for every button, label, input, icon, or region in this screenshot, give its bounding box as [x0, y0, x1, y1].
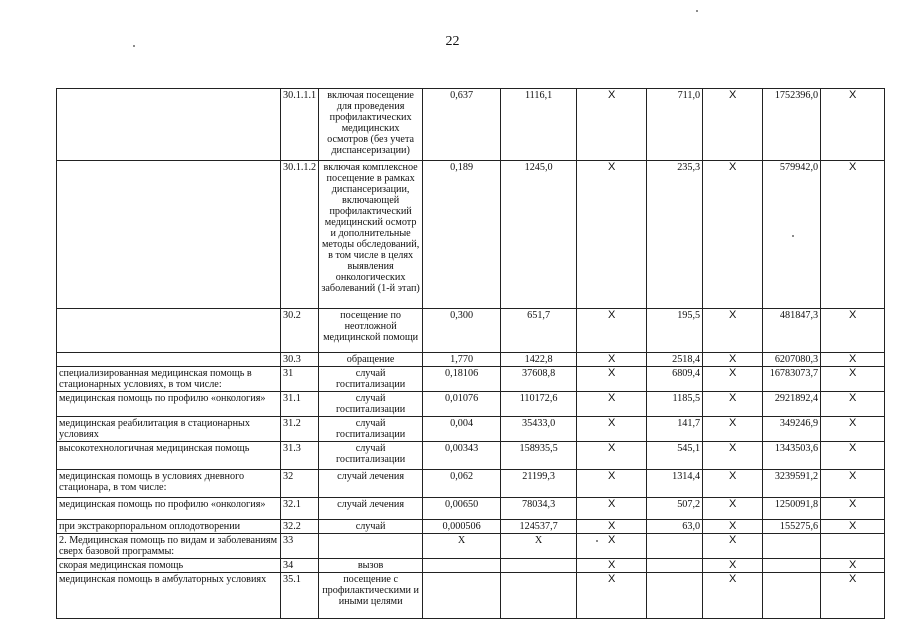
row-x-mark: X: [821, 161, 885, 309]
row-x-mark: X: [703, 498, 763, 520]
row-total: 579942,0: [763, 161, 821, 309]
row-name: специализированная медицинская помощь в стационарных условиях, в том числе:: [57, 367, 281, 392]
row-per-capita: 711,0: [647, 89, 703, 161]
row-per-capita: 1185,5: [647, 392, 703, 417]
row-unit: случай лечения: [319, 498, 423, 520]
row-x-mark: X: [577, 470, 647, 498]
row-x-mark: X: [577, 353, 647, 367]
row-cost: [501, 559, 577, 573]
table-row: [57, 353, 885, 367]
row-cost: 158935,5: [501, 442, 577, 470]
row-x-mark: X: [577, 534, 647, 559]
row-norm: 0,00343: [423, 442, 501, 470]
row-x-mark: X: [821, 89, 885, 161]
row-x-mark: X: [821, 559, 885, 573]
row-x-mark: X: [577, 161, 647, 309]
row-x-mark: X: [703, 534, 763, 559]
row-unit: случай госпитализации: [319, 367, 423, 392]
row-per-capita: 6809,4: [647, 367, 703, 392]
row-cost: 78034,3: [501, 498, 577, 520]
row-unit: включая комплексное посещение в рамках диспансеризации, включающей профилактический медицинский осмотр и дополнительные методы обследований, в том числе в целях выявления онкологических заболеваний (1-й этап): [319, 161, 423, 309]
row-cost: 21199,3: [501, 470, 577, 498]
row-total: [763, 559, 821, 573]
row-x-mark: X: [703, 89, 763, 161]
table-row: [57, 520, 885, 534]
row-norm: 0,01076: [423, 392, 501, 417]
row-x-mark: X: [703, 470, 763, 498]
row-x-mark: X: [577, 417, 647, 442]
row-code: 32.1: [281, 498, 319, 520]
row-per-capita: 195,5: [647, 309, 703, 353]
row-x-mark: X: [821, 309, 885, 353]
row-unit: случай госпитализации: [319, 392, 423, 417]
row-per-capita: 507,2: [647, 498, 703, 520]
row-name: высокотехнологичная медицинская помощь: [57, 442, 281, 470]
row-norm: 0,637: [423, 89, 501, 161]
table-row: [57, 442, 885, 470]
row-x-mark: X: [821, 417, 885, 442]
row-total: 16783073,7: [763, 367, 821, 392]
row-name: медицинская реабилитация в стационарных условиях: [57, 417, 281, 442]
row-unit: включая посещение для проведения профилактических медицинских осмотров (без учета диспансеризации): [319, 89, 423, 161]
row-unit: посещение по неотложной медицинской помощи: [319, 309, 423, 353]
row-per-capita: 141,7: [647, 417, 703, 442]
row-code: 32.2: [281, 520, 319, 534]
row-x-mark: X: [577, 442, 647, 470]
row-x-mark: X: [821, 573, 885, 619]
row-x-mark: [821, 534, 885, 559]
page-number: 22: [445, 34, 460, 49]
row-per-capita: [647, 573, 703, 619]
row-unit: вызов: [319, 559, 423, 573]
row-x-mark: X: [577, 89, 647, 161]
row-cost: 1116,1: [501, 89, 577, 161]
row-unit: случай госпитализации: [319, 442, 423, 470]
table-row: [57, 417, 885, 442]
table-row: [57, 470, 885, 498]
row-name: медицинская помощь в амбулаторных условиях: [57, 573, 281, 619]
row-x-mark: X: [703, 392, 763, 417]
table-row: [57, 161, 885, 309]
row-unit: случай лечения: [319, 470, 423, 498]
row-x-mark: X: [703, 417, 763, 442]
row-x-mark: X: [821, 367, 885, 392]
row-cost: 1245,0: [501, 161, 577, 309]
row-x-mark: X: [703, 559, 763, 573]
row-norm: 0,062: [423, 470, 501, 498]
row-cost: 651,7: [501, 309, 577, 353]
row-per-capita: 2518,4: [647, 353, 703, 367]
row-x-mark: X: [703, 161, 763, 309]
row-x-mark: X: [703, 367, 763, 392]
row-unit: обращение: [319, 353, 423, 367]
row-per-capita: 63,0: [647, 520, 703, 534]
row-x-mark: X: [577, 367, 647, 392]
row-name: при экстракорпоральном оплодотворении: [57, 520, 281, 534]
row-x-mark: X: [703, 309, 763, 353]
row-x-mark: X: [821, 470, 885, 498]
row-code: 33: [281, 534, 319, 559]
row-cost: 37608,8: [501, 367, 577, 392]
row-name: медицинская помощь по профилю «онкология»: [57, 392, 281, 417]
row-total: 155275,6: [763, 520, 821, 534]
row-norm: 0,00650: [423, 498, 501, 520]
row-name: [57, 353, 281, 367]
row-per-capita: 235,3: [647, 161, 703, 309]
row-cost: [501, 573, 577, 619]
row-norm: 0,004: [423, 417, 501, 442]
table-row: [57, 498, 885, 520]
row-code: 35.1: [281, 573, 319, 619]
row-unit: [319, 534, 423, 559]
row-code: 31.1: [281, 392, 319, 417]
row-norm: 0,189: [423, 161, 501, 309]
data-table: [56, 88, 885, 619]
row-per-capita: [647, 534, 703, 559]
row-x-mark: X: [703, 573, 763, 619]
row-code: 31.2: [281, 417, 319, 442]
table-row: [57, 559, 885, 573]
row-total: [763, 573, 821, 619]
table-row: [57, 309, 885, 353]
row-norm: 0,18106: [423, 367, 501, 392]
row-norm: 1,770: [423, 353, 501, 367]
row-x-mark: X: [821, 442, 885, 470]
row-total: 3239591,2: [763, 470, 821, 498]
row-x-mark: X: [703, 353, 763, 367]
row-cost: 110172,6: [501, 392, 577, 417]
row-code: 32: [281, 470, 319, 498]
row-x-mark: X: [821, 353, 885, 367]
row-total: 6207080,3: [763, 353, 821, 367]
row-x-mark: X: [577, 498, 647, 520]
row-norm: 0,000506: [423, 520, 501, 534]
row-norm: [423, 573, 501, 619]
row-cost: 124537,7: [501, 520, 577, 534]
row-code: 31.3: [281, 442, 319, 470]
row-total: [763, 534, 821, 559]
row-cost: 1422,8: [501, 353, 577, 367]
row-unit: посещение с профилактическими и иными целями: [319, 573, 423, 619]
row-total: 481847,3: [763, 309, 821, 353]
row-x-mark: X: [577, 520, 647, 534]
row-name: [57, 161, 281, 309]
row-x-mark: X: [821, 392, 885, 417]
row-name: [57, 309, 281, 353]
row-total: 1250091,8: [763, 498, 821, 520]
table-row: [57, 573, 885, 619]
scan-speck: [133, 45, 135, 47]
row-cost: 35433,0: [501, 417, 577, 442]
row-code: 34: [281, 559, 319, 573]
row-norm: X: [423, 534, 501, 559]
row-total: 349246,9: [763, 417, 821, 442]
row-per-capita: 1314,4: [647, 470, 703, 498]
row-code: 30.1.1.1: [281, 89, 319, 161]
row-x-mark: X: [577, 392, 647, 417]
row-name: скорая медицинская помощь: [57, 559, 281, 573]
row-norm: [423, 559, 501, 573]
row-x-mark: X: [577, 559, 647, 573]
row-code: 31: [281, 367, 319, 392]
row-unit: случай госпитализации: [319, 417, 423, 442]
row-per-capita: [647, 559, 703, 573]
row-total: 1752396,0: [763, 89, 821, 161]
row-unit: случай: [319, 520, 423, 534]
row-x-mark: X: [577, 309, 647, 353]
row-x-mark: X: [703, 520, 763, 534]
row-total: 1343503,6: [763, 442, 821, 470]
row-x-mark: X: [703, 442, 763, 470]
row-x-mark: X: [577, 573, 647, 619]
row-name: медицинская помощь в условиях дневного стационара, в том числе:: [57, 470, 281, 498]
row-name: 2. Медицинская помощь по видам и заболеваниям сверх базовой программы:: [57, 534, 281, 559]
row-name: медицинская помощь по профилю «онкология»: [57, 498, 281, 520]
row-code: 30.3: [281, 353, 319, 367]
table-row: [57, 89, 885, 161]
row-code: 30.2: [281, 309, 319, 353]
row-total: 2921892,4: [763, 392, 821, 417]
row-x-mark: X: [821, 498, 885, 520]
row-x-mark: X: [821, 520, 885, 534]
row-per-capita: 545,1: [647, 442, 703, 470]
row-cost: X: [501, 534, 577, 559]
row-norm: 0,300: [423, 309, 501, 353]
row-code: 30.1.1.2: [281, 161, 319, 309]
table-row: [57, 392, 885, 417]
table-row: [57, 367, 885, 392]
scan-speck: [696, 10, 698, 12]
table-row: [57, 534, 885, 559]
row-name: [57, 89, 281, 161]
